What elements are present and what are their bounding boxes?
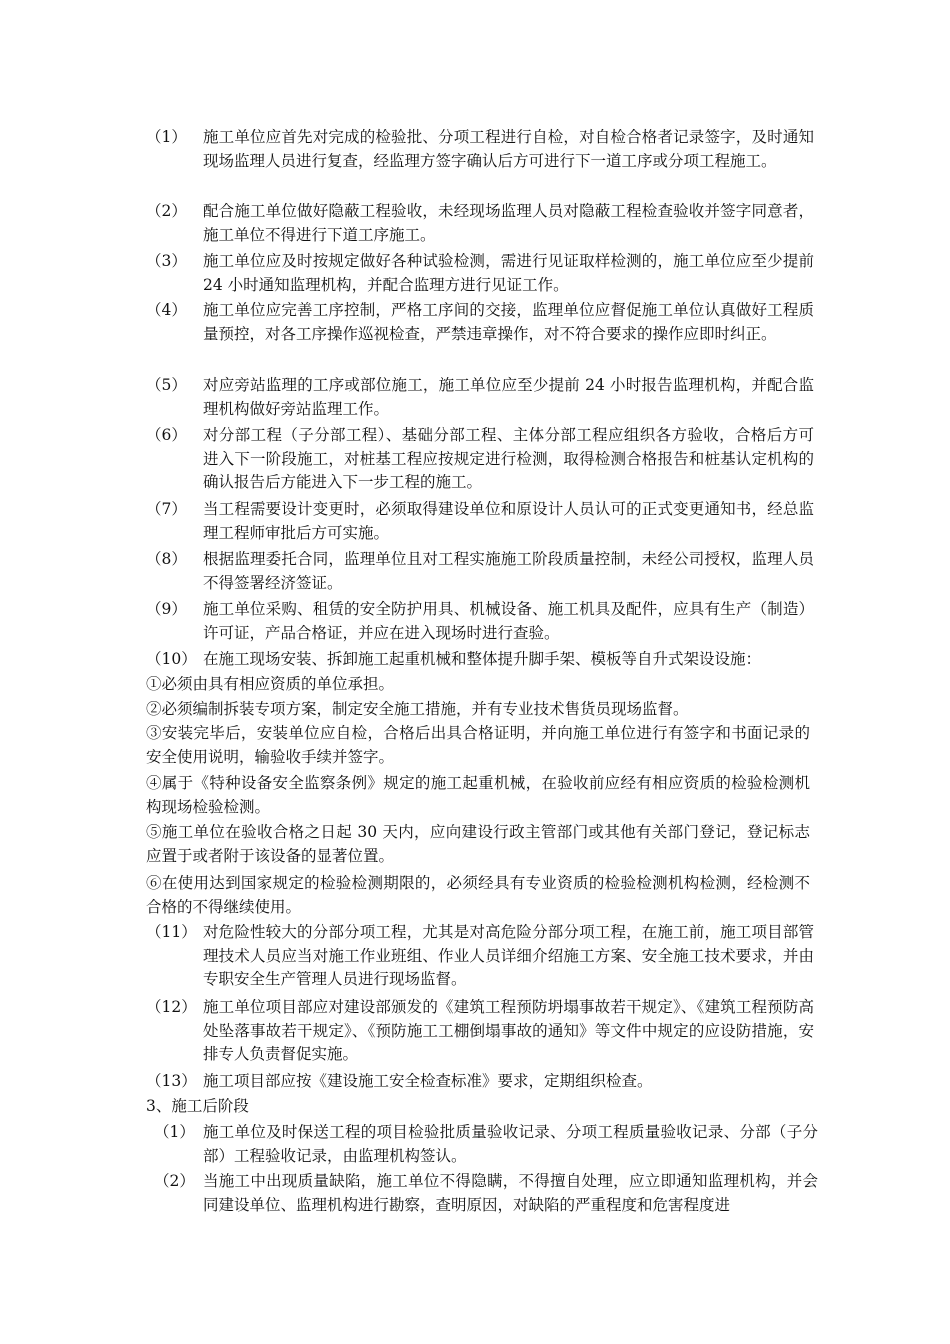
item-text: 施工项目部应按《建设施工安全检查标准》要求，定期组织检查。 — [203, 1072, 653, 1090]
sub-item-mark: ① — [146, 675, 162, 693]
item-number: （6） — [146, 426, 187, 444]
sub-item-mark: ② — [146, 700, 162, 718]
item-text: 配合施工单位做好隐蔽工程验收，未经现场监理人员对隐蔽工程检查验收并签字同意者，施工单位不得进行下道工序施工。 — [203, 202, 814, 244]
list-item — [146, 548, 814, 595]
sub-item — [146, 722, 810, 769]
list-item — [146, 200, 814, 247]
sub-item — [146, 698, 810, 722]
sub-item — [146, 772, 810, 819]
item-text: 施工单位应首先对完成的检验批、分项工程进行自检，对自检合格者记录签字，及时通知现场监理人员进行复查，经监理方签字确认后方可进行下一道工序或分项工程施工。 — [203, 128, 814, 170]
list-item — [146, 1070, 814, 1094]
item-number: （4） — [146, 301, 187, 319]
sub-item-text: 必须编制拆装专项方案，制定安全施工措施，并有专业技术售货员现场监督。 — [161, 700, 689, 718]
item-text: 对应旁站监理的工序或部位施工，施工单位应至少提前 24 小时报告监理机构，并配合监理机构做好旁站监理工作。 — [203, 376, 814, 418]
item-number: （8） — [146, 550, 187, 568]
list-item — [146, 648, 814, 672]
item-number: （12） — [146, 998, 197, 1016]
list-item — [154, 1121, 818, 1168]
sub-item — [146, 872, 810, 919]
item-text: 施工单位应及时按规定做好各种试验检测，需进行见证取样检测的，施工单位应至少提前 24 小时通知监理机构，并配合监理方进行见证工作。 — [203, 252, 814, 294]
item-number: （2） — [146, 202, 187, 220]
sub-item-text: 施工单位在验收合格之日起 30 天内，应向建设行政主管部门或其他有关部门登记，登记标志应置于或者附于该设备的显著位置。 — [146, 823, 810, 865]
item-number: （7） — [146, 500, 187, 518]
item-text: 对危险性较大的分部分项工程，尤其是对高危险分部分项工程，在施工前，施工项目部管理技术人员应当对施工作业班组、作业人员详细介绍施工方案、安全施工技术要求，并由专职安全生产管理人员进行现场监督。 — [203, 923, 814, 988]
list-item — [146, 250, 814, 297]
list-item — [146, 498, 814, 545]
sub-item-text: 属于《特种设备安全监察条例》规定的施工起重机械，在验收前应经有相应资质的检验检测机构现场检验检测。 — [146, 774, 810, 816]
item-number: （1） — [146, 128, 187, 146]
item-text: 对分部工程（子分部工程）、基础分部工程、主体分部工程应组织各方验收，合格后方可进入下一阶段施工，对桩基工程应按规定进行检测，取得检测合格报告和桩基认定机构的确认报告后方能进入下一步工程的施工。 — [203, 426, 814, 491]
sub-item — [146, 821, 810, 868]
list-item — [146, 424, 814, 495]
list-item — [146, 299, 814, 346]
item-number: （5） — [146, 376, 187, 394]
list-item — [146, 374, 814, 421]
item-number: （9） — [146, 600, 187, 618]
sub-item-text: 必须由具有相应资质的单位承担。 — [161, 675, 395, 693]
item-text: 施工单位项目部应对建设部颁发的《建筑工程预防坍塌事故若干规定》、《建筑工程预防高处坠落事故若干规定》、《预防施工工棚倒塌事故的通知》等文件中规定的应设防措施，安排专人负责督促实施。 — [203, 998, 814, 1063]
sub-item-mark: ③ — [146, 724, 162, 742]
item-number: （13） — [146, 1072, 197, 1090]
sub-item — [146, 673, 810, 697]
item-text: 当工程需要设计变更时，必须取得建设单位和原设计人员认可的正式变更通知书，经总监理工程师审批后方可实施。 — [203, 500, 814, 542]
item-text: 当施工中出现质量缺陷，施工单位不得隐瞒，不得擅自处理，应立即通知监理机构，并会同建设单位、监理机构进行勘察，查明原因，对缺陷的严重程度和危害程度进 — [203, 1172, 818, 1214]
item-text: 施工单位采购、租赁的安全防护用具、机械设备、施工机具及配件，应具有生产（制造）许可证，产品合格证，并应在进入现场时进行查验。 — [203, 600, 814, 642]
item-number: （11） — [146, 923, 197, 941]
sub-item-mark: ④ — [146, 774, 162, 792]
list-item — [154, 1170, 818, 1217]
item-number: （2） — [154, 1172, 195, 1190]
section-heading: 3、施工后阶段 — [146, 1097, 249, 1115]
item-text: 根据监理委托合同，监理单位且对工程实施施工阶段质量控制，未经公司授权，监理人员不得签署经济签证。 — [203, 550, 814, 592]
sub-item-text: 安装完毕后，安装单位应自检，合格后出具合格证明，并向施工单位进行有签字和书面记录的安全使用说明，输验收手续并签字。 — [146, 724, 810, 766]
item-text: 在施工现场安装、拆卸施工起重机械和整体提升脚手架、模板等自升式架设设施： — [203, 650, 762, 668]
list-item — [146, 921, 814, 992]
item-text: 施工单位应完善工序控制，严格工序间的交接，监理单位应督促施工单位认真做好工程质量预控，对各工序操作巡视检查，严禁违章操作，对不符合要求的操作应即时纠正。 — [203, 301, 814, 343]
item-text: 施工单位及时保送工程的项目检验批质量验收记录、分项工程质量验收记录、分部（子分部）工程验收记录，由监理机构签认。 — [203, 1123, 818, 1165]
list-item — [146, 126, 814, 173]
list-item — [146, 996, 814, 1067]
sub-item-mark: ⑤ — [146, 823, 162, 841]
item-number: （3） — [146, 252, 187, 270]
sub-item-text: 在使用达到国家规定的检验检测期限的，必须经具有专业资质的检验检测机构检测，经检测不合格的不得继续使用。 — [146, 874, 810, 916]
item-number: （10） — [146, 650, 197, 668]
sub-item-mark: ⑥ — [146, 874, 162, 892]
list-item — [146, 598, 814, 645]
item-number: （1） — [154, 1123, 195, 1141]
